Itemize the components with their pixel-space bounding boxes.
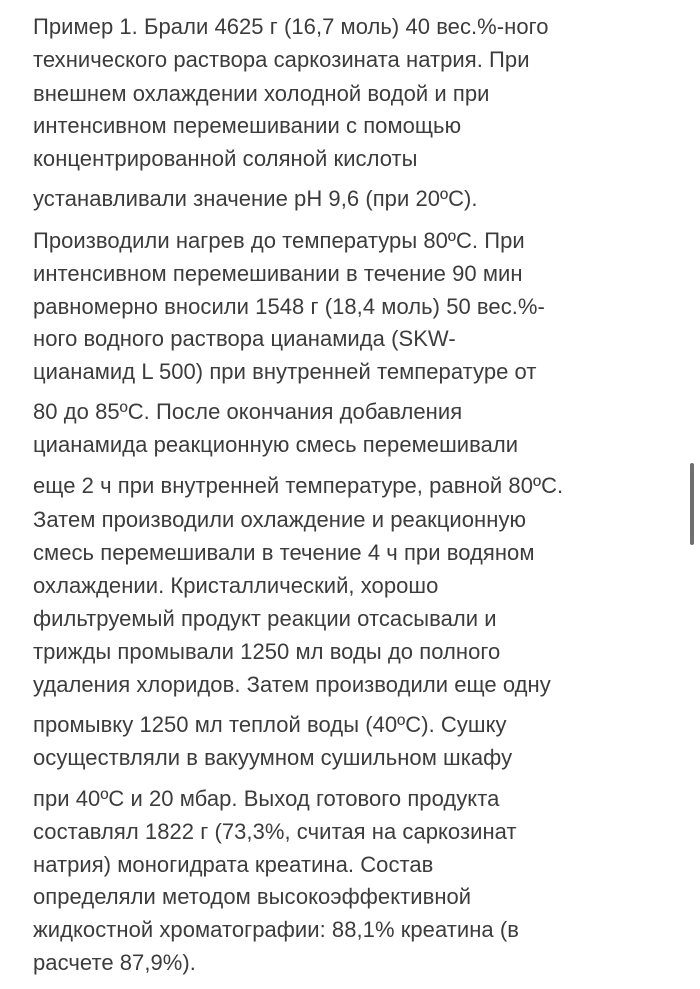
- text-line: цианамида реакционную смесь перемешивали: [33, 432, 519, 457]
- scrollbar-thumb[interactable]: [690, 463, 694, 545]
- text-line: охлаждении. Кристаллический, хорошо: [33, 573, 439, 598]
- text-line: смесь перемешивали в течение 4 ч при водяном: [33, 540, 535, 565]
- text-line: промывку 1250 мл теплой воды (40ºС). Сушку: [33, 712, 507, 737]
- text-line: Затем производили охлаждение и реакционную: [33, 507, 527, 532]
- text-line: осуществляли в вакуумном сушильном шкафу: [33, 745, 513, 770]
- text-line: еще 2 ч при внутренней температуре, равной 80ºС.: [33, 473, 564, 498]
- text-line: расчете 87,9%).: [33, 950, 196, 975]
- text-line: фильтруемый продукт реакции отсасывали и: [33, 606, 497, 631]
- text-line: 80 до 85ºС. После окончания добавления: [33, 399, 463, 424]
- text-line: ного водного раствора цианамида (SKW-: [33, 326, 456, 351]
- text-line: Производили нагрев до температуры 80ºС. При: [33, 228, 525, 253]
- text-line: технического раствора саркозината натрия. При: [33, 47, 530, 72]
- text-line: интенсивном перемешивании в течение 90 мин: [33, 261, 523, 286]
- text-line: при 40ºС и 20 мбар. Выход готового продукта: [33, 786, 500, 811]
- text-line: цианамид L 500) при внутренней температуре от: [33, 359, 537, 384]
- text-line: внешнем охлаждении холодной водой и при: [33, 81, 490, 106]
- text-line: определяли методом высокоэффективной: [33, 884, 472, 909]
- text-line: концентрированной соляной кислоты: [33, 146, 418, 171]
- text-line: трижды промывали 1250 мл воды до полного: [33, 639, 501, 664]
- text-line: удаления хлоридов. Затем производили еще одну: [33, 672, 551, 697]
- text-line: составлял 1822 г (73,3%, считая на саркозинат: [33, 819, 517, 844]
- text-line: натрия) моногидрата креатина. Состав: [33, 852, 434, 877]
- text-line: жидкостной хроматографии: 88,1% креатина (в: [33, 917, 519, 942]
- text-line: интенсивном перемешивании с помощью: [33, 113, 462, 138]
- text-line: устанавливали значение рН 9,6 (при 20ºС).: [33, 186, 478, 211]
- text-line: Пример 1. Брали 4625 г (16,7 моль) 40 вес.%-ного: [33, 14, 549, 39]
- text-line: равномерно вносили 1548 г (18,4 моль) 50 вес.%-: [33, 294, 545, 319]
